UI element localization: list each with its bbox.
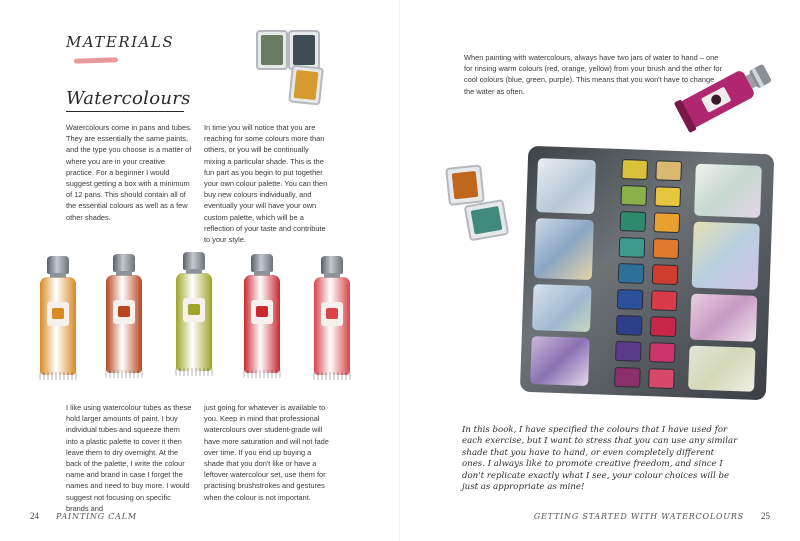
- running-title-right: GETTING STARTED WITH WATERCOLOURS: [533, 512, 744, 521]
- paint-pan: [655, 160, 682, 181]
- paint-pan: [617, 289, 644, 310]
- title-swash: [74, 57, 118, 64]
- watercolour-palette-illustration: [520, 146, 775, 404]
- page-number-right: 25: [761, 511, 770, 521]
- paint-pan: [619, 237, 646, 258]
- paint-pan: [653, 212, 680, 233]
- paint-pan: [620, 185, 647, 206]
- tubes-paragraph-left: I like using watercolour tubes as these hold larger amounts of paint. I buy individual tubes and squeeze them into a plastic palette to cover it then leave them to dry overnight. At the back of the palette, I write the colour name and brand in case I forget the names and need to buy more. I would suggest not focusing on specific brands and: [66, 403, 192, 513]
- mixing-well: [536, 158, 596, 214]
- paint-pan: [652, 264, 679, 285]
- paint-pan: [654, 186, 681, 207]
- mixing-well: [532, 284, 592, 332]
- paint-pan: [653, 238, 680, 259]
- paint-pan: [614, 367, 641, 388]
- paint-pan: [620, 211, 647, 232]
- paint-pan: [618, 263, 645, 284]
- paint-pan: [651, 290, 678, 311]
- page-number-left: 24: [30, 511, 39, 521]
- paint-tube: [40, 256, 76, 382]
- mixing-well: [694, 164, 762, 218]
- right-page: [400, 0, 800, 541]
- paint-pan: [650, 316, 677, 337]
- loose-pans-illustration: [444, 163, 510, 245]
- mini-pans-illustration: [255, 29, 325, 107]
- heading-underline: [66, 111, 184, 112]
- paint-tube: [244, 254, 280, 380]
- purple-tube-illustration: [670, 50, 780, 140]
- water-jars-paragraph: When painting with watercolours, always have two jars of water to hand – one for rinsing warm colours (red, orange, yellow) from your brush and the other for cool colours (blue, green, purple). This means that you won't have to change the water as often.: [464, 53, 722, 96]
- paint-pan: [621, 159, 648, 180]
- paint-pan: [615, 341, 642, 362]
- paint-tube: [176, 252, 212, 378]
- paint-pan: [649, 342, 676, 363]
- intro-paragraph-left: Watercolours come in pans and tubes. They are essentially the same paints, and the type you choose is a matter of where you are in your creative practice. For a beginner I would suggest getting a box with a minimum of 12 pans. This should contain all of the essential colours as well as a few other shades.: [66, 123, 192, 222]
- mixing-well: [690, 294, 758, 342]
- mixing-well: [530, 336, 590, 386]
- mixing-well: [692, 222, 760, 290]
- folio-right: [534, 511, 770, 521]
- handwritten-note: In this book, I have specified the colours that I have used for each exercise, but I want to stress that you can use any similar shade that you have to hand, or even completely different ones. I always like to promote creative freedom, and since I don't replicate exactly what I see, your colour choices will be just as appropriate as mine!: [462, 425, 738, 493]
- mixing-well: [688, 346, 755, 392]
- paint-pan: [616, 315, 643, 336]
- running-title-left: PAINTING CALM: [56, 512, 137, 521]
- paint-tubes-illustration: [36, 252, 356, 392]
- section-title: MATERIALS: [66, 33, 175, 51]
- tubes-paragraph-right: just going for whatever is available to you. Keep in mind that professional watercolours over student-grade will have more saturation and will not fade over time. If you end up buying a shade that you don't like or have a leftover watercolour set, use them for practising brushstrokes and gestures when the colour is not important.: [204, 403, 329, 502]
- paint-tube: [106, 254, 142, 380]
- intro-paragraph-right: In time you will notice that you are reaching for some colours more than others, or you will be continually mixing a particular shade. This is the fun part as you begin to put together your own colour palette. You can then buy new colours individually, and eventually your will have your own custom palette, which will be a reflection of your taste and contribute to your style.: [204, 123, 328, 245]
- mixing-well: [534, 218, 594, 280]
- paint-pan: [648, 368, 675, 389]
- paint-tube: [314, 256, 350, 382]
- folio-left: [30, 511, 137, 521]
- heading-watercolours: Watercolours: [66, 88, 191, 109]
